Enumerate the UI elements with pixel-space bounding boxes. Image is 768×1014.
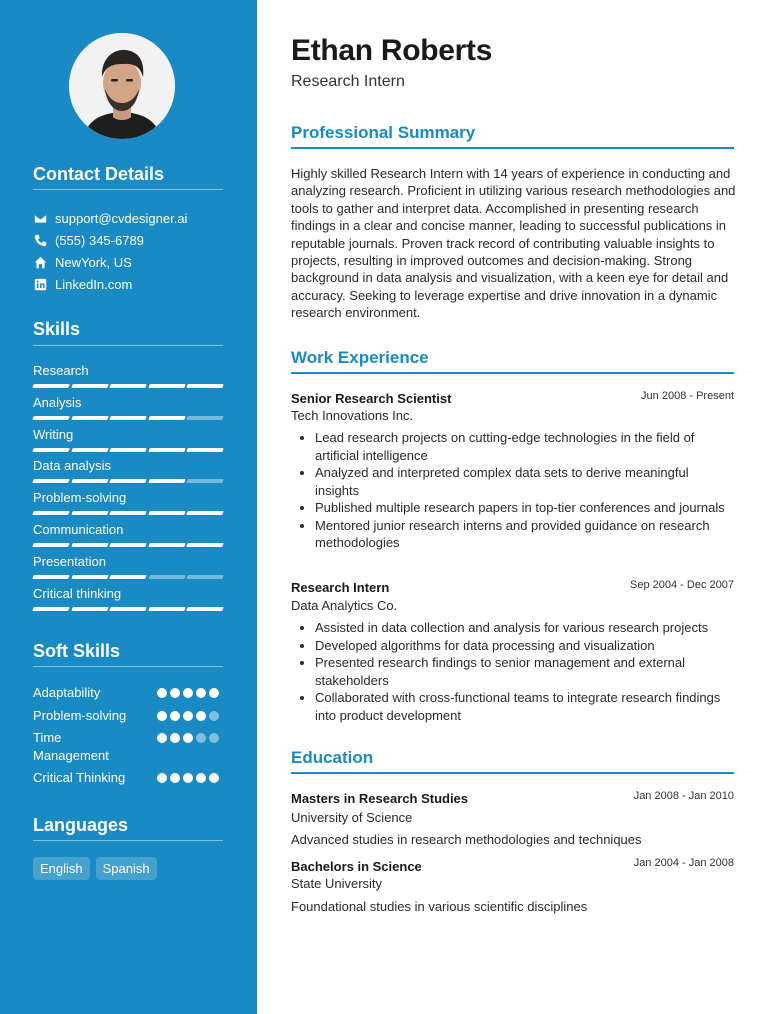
rating-dot (196, 733, 206, 743)
skill-label: Data analysis (33, 458, 112, 474)
skill-level-segment (148, 511, 185, 515)
phone-icon (33, 233, 47, 247)
soft-skills-divider (33, 666, 223, 667)
contact-linkedin[interactable] (33, 276, 132, 292)
rating-dot (209, 711, 219, 721)
skill-level-segment (187, 384, 224, 388)
rating-dot (209, 688, 219, 698)
skill-level-segment (148, 607, 185, 611)
contact-location-text: NewYork, US (55, 254, 132, 270)
job-bullet: Lead research projects on cutting-edge technologies in the field of artificial intelligence (291, 429, 736, 464)
skill-level-segment (187, 479, 224, 483)
skill-level-segment (109, 543, 146, 547)
job-bullet: Developed algorithms for data processing and visualization (291, 637, 736, 655)
contact-email-text: support@cvdesigner.ai (55, 210, 188, 226)
rating-dot (196, 773, 206, 783)
soft-skill-rating (157, 688, 219, 698)
skill-level-segment (71, 416, 108, 420)
job-bullet: Mentored junior research interns and provided guidance on research methodologies (291, 517, 736, 552)
skill-level-segment (148, 416, 185, 420)
edu-date: Jan 2004 - Jan 2008 (633, 857, 734, 869)
soft-skill-label: Critical Thinking (33, 770, 126, 785)
soft-skill-label: Problem-solving (33, 708, 127, 723)
summary-divider (291, 147, 734, 149)
skill-level-segment (109, 479, 146, 483)
edu-date: Jan 2008 - Jan 2010 (633, 790, 734, 802)
rating-dot (183, 733, 193, 743)
candidate-name: Ethan Roberts (291, 34, 493, 67)
contact-location (33, 254, 132, 270)
contact-phone[interactable] (33, 232, 144, 248)
skill-item (33, 458, 223, 483)
languages-section-title: Languages (33, 815, 129, 835)
edu-description: Foundational studies in various scientific disciplines (291, 899, 588, 914)
edu-degree: Masters in Research Studies (291, 791, 469, 806)
profile-photo-icon (69, 33, 175, 139)
education-section-title: Education (291, 748, 374, 767)
rating-dot (157, 773, 167, 783)
home-icon (33, 255, 47, 269)
skill-item (33, 554, 223, 579)
skill-item (33, 490, 223, 515)
skill-level-meter (33, 448, 223, 452)
skill-label: Analysis (33, 394, 82, 410)
skill-level-segment (71, 607, 108, 611)
skill-level-segment (187, 448, 224, 452)
job-date: Jun 2008 - Present (641, 390, 734, 402)
language-chip: English (33, 857, 90, 880)
soft-skill-item (33, 707, 223, 725)
skill-level-segment (32, 448, 69, 452)
skill-item (33, 586, 223, 611)
rating-dot (157, 688, 167, 698)
skill-level-segment (109, 511, 146, 515)
skill-level-segment (187, 543, 224, 547)
summary-section-title: Professional Summary (291, 123, 476, 142)
skill-level-meter (33, 575, 223, 579)
rating-dot (183, 688, 193, 698)
soft-skill-rating (157, 733, 219, 743)
rating-dot (196, 711, 206, 721)
avatar (69, 33, 175, 139)
skill-level-meter (33, 543, 223, 547)
skill-level-segment (32, 543, 69, 547)
skill-level-segment (32, 416, 69, 420)
skill-level-meter (33, 511, 223, 515)
rating-dot (183, 711, 193, 721)
edu-school: State University (291, 876, 383, 891)
soft-skill-label: Adaptability (33, 685, 101, 700)
skill-level-segment (109, 416, 146, 420)
skill-label: Critical thinking (33, 585, 122, 601)
skill-level-segment (32, 607, 69, 611)
edu-school: University of Science (291, 810, 413, 825)
rating-dot (170, 711, 180, 721)
rating-dot (209, 773, 219, 783)
contact-section-title: Contact Details (33, 164, 165, 184)
job-company: Tech Innovations Inc. (291, 408, 414, 423)
job-bullet: Published multiple research papers in top-tier conferences and journals (291, 499, 736, 517)
soft-skill-item (33, 684, 223, 702)
contact-phone-text: (555) 345-6789 (55, 232, 144, 248)
skill-level-segment (148, 479, 185, 483)
skills-section-title: Skills (33, 319, 81, 339)
skill-level-segment (187, 416, 224, 420)
skill-level-segment (71, 448, 108, 452)
soft-skills-section-title: Soft Skills (33, 641, 121, 661)
skill-label: Presentation (33, 553, 106, 569)
rating-dot (157, 733, 167, 743)
contact-divider (33, 189, 223, 190)
skill-level-segment (32, 575, 69, 579)
candidate-role: Research Intern (291, 73, 405, 90)
job-bullet: Analyzed and interpreted complex data sets to derive meaningful insights (291, 464, 736, 499)
edu-degree: Bachelors in Science (291, 859, 422, 874)
skill-level-meter (33, 416, 223, 420)
skill-level-segment (187, 511, 224, 515)
skill-label: Communication (33, 522, 124, 537)
skill-level-segment (71, 479, 108, 483)
skill-level-segment (148, 575, 185, 579)
skills-divider (33, 345, 223, 346)
skill-level-meter (33, 607, 223, 611)
job-bullet: Collaborated with cross-functional teams to integrate research findings into product development (291, 689, 736, 724)
skill-level-segment (187, 575, 224, 579)
summary-text: Highly skilled Research Intern with 14 years of experience in conducting and analyzing research. Proficient in utilizing various research methodologies and tools to gather and interpret data. Accomplished in presenting research findings in a clear and concise manner, leading to successful publications in reputable journals. Proven track record of contributing valuable insights to projects, resulting in improved outcomes and decision-making. Strong background in data analysis and visualization, with a keen eye for detail and accuracy. Seeking to leverage expertise and drive innovation in a dynamic research environment. (291, 166, 736, 321)
language-chip: Spanish (96, 857, 157, 880)
skill-level-segment (148, 543, 185, 547)
soft-skill-rating (157, 711, 219, 721)
rating-dot (157, 711, 167, 721)
rating-dot (170, 688, 180, 698)
skill-level-segment (109, 575, 146, 579)
skill-level-segment (71, 511, 108, 515)
edu-description: Advanced studies in research methodologies and techniques (291, 832, 642, 847)
skill-level-segment (148, 384, 185, 388)
skill-level-segment (32, 479, 69, 483)
job-title: Research Intern (291, 580, 390, 595)
languages-list (33, 857, 157, 880)
skill-level-segment (148, 448, 185, 452)
sidebar (0, 0, 257, 1014)
skill-level-segment (71, 543, 108, 547)
job-bullet: Presented research findings to senior management and external stakeholders (291, 654, 736, 689)
contact-email[interactable] (33, 210, 187, 226)
job-bullets (291, 429, 736, 552)
skill-level-segment (32, 511, 69, 515)
skill-level-meter (33, 479, 223, 483)
experience-section-title: Work Experience (291, 348, 429, 367)
rating-dot (183, 773, 193, 783)
rating-dot (170, 733, 180, 743)
languages-divider (33, 840, 223, 841)
soft-skill-item (33, 729, 223, 765)
soft-skill-item (33, 769, 223, 787)
soft-skill-rating (157, 773, 219, 783)
skill-level-segment (109, 384, 146, 388)
skill-level-segment (109, 448, 146, 452)
skill-level-meter (33, 384, 223, 388)
skill-item (33, 363, 223, 388)
linkedin-icon (33, 277, 47, 291)
skill-level-segment (109, 607, 146, 611)
rating-dot (170, 773, 180, 783)
skill-item (33, 522, 223, 547)
job-title: Senior Research Scientist (291, 391, 452, 406)
rating-dot (196, 688, 206, 698)
job-bullets (291, 619, 736, 724)
skill-label: Problem-solving (33, 490, 127, 506)
job-company: Data Analytics Co. (291, 598, 398, 613)
skill-item (33, 395, 223, 420)
skill-level-segment (187, 607, 224, 611)
rating-dot (209, 733, 219, 743)
education-divider (291, 772, 734, 774)
soft-skill-label: Time Management (33, 730, 109, 763)
experience-divider (291, 372, 734, 374)
skill-label: Writing (33, 426, 74, 442)
skill-level-segment (32, 384, 69, 388)
skill-item (33, 427, 223, 452)
job-date: Sep 2004 - Dec 2007 (630, 579, 734, 591)
skill-level-segment (71, 384, 108, 388)
contact-linkedin-text: LinkedIn.com (55, 276, 133, 292)
skill-level-segment (71, 575, 108, 579)
job-bullet: Assisted in data collection and analysis for various research projects (291, 619, 736, 637)
skill-label: Research (33, 363, 89, 378)
envelope-icon (33, 211, 47, 225)
